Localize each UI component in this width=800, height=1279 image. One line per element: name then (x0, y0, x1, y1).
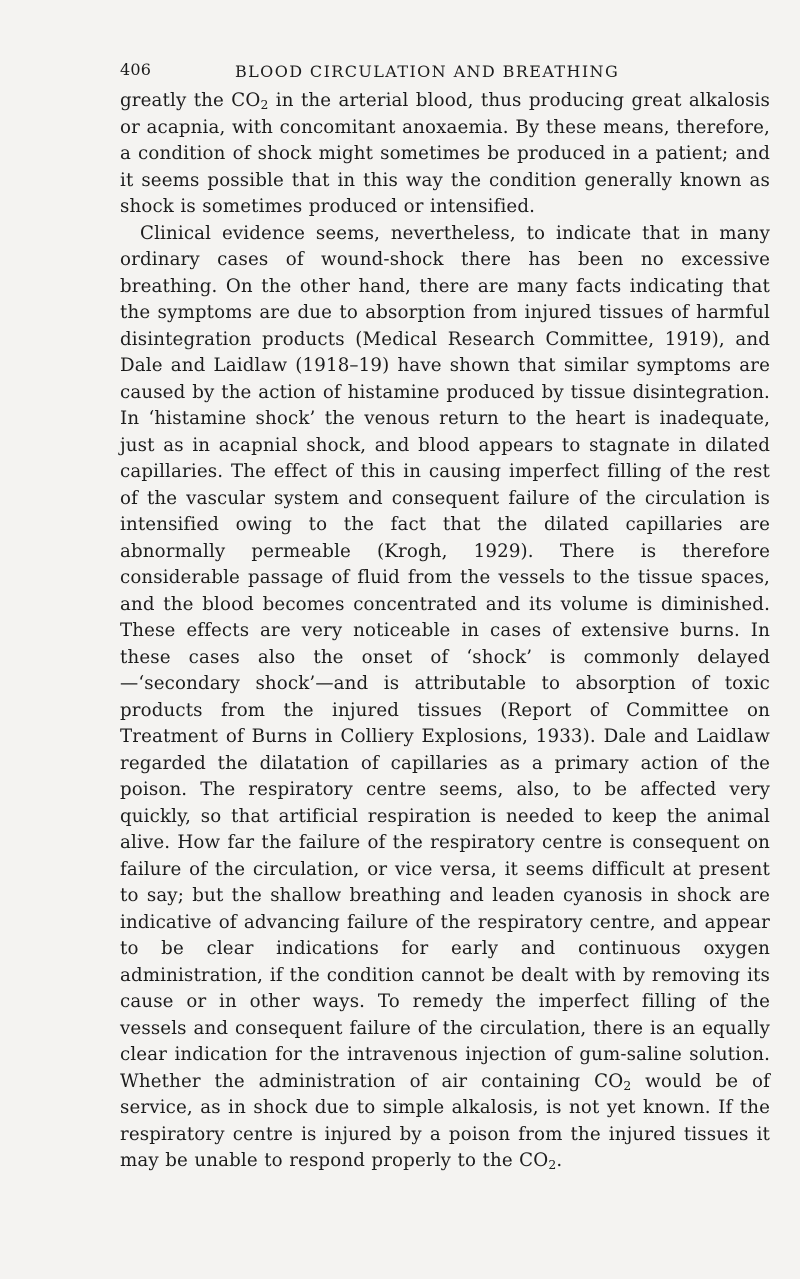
running-head: BLOOD CIRCULATION AND BREATHING (235, 62, 620, 81)
paragraph-2-text-2: would be of service, as in shock due to simple alkalosis, is not yet known. If the respiratory centre is injured by a poison from the injured tissues it may be unable to respond properly to the CO (120, 1070, 771, 1171)
co2-subscript: 2 (260, 98, 269, 113)
co2-subscript: 2 (623, 1078, 632, 1093)
paragraph-1-text-1: greatly the CO (120, 90, 261, 111)
paragraph-2-text-3: . (556, 1150, 563, 1171)
co2-subscript: 2 (548, 1158, 557, 1173)
paragraph-2 (120, 221, 770, 1175)
page-number: 406 (120, 60, 152, 79)
paragraph-2-text-1: Clinical evidence seems, nevertheless, to indicate that in many ordinary cases of wound-shock there has been no excessive breathing. On the other hand, there are many facts indicating that the symptoms are due to absorption from injured tissues of harmful disintegration products (Medical Research Committee, 1919), and Dale and Laidlaw (1918–19) have shown that similar symptoms are caused by the action of histamine produced by tissue disintegration. In ‘histamine shock’ the venous return to the heart is inadequate, just as in acapnial shock, and blood appears to stagnate in dilated capillaries. The effect of this in causing imperfect filling of the rest of the vascular system and consequent failure of the circulation is intensified owing to the fact that the dilated capillaries are abnormally permeable (Krogh, 1929). There is therefore considerable passage of fluid from the vessels to the tissue spaces, and the blood becomes concentrated and its volume is diminished. These effects are very noticeable in cases of extensive burns. In these cases also the onset of ‘shock’ is commonly delayed—‘secondary shock’—and is attributable to absorption of toxic products from the injured tissues (Report of Committee on Treatment of Burns in Colliery Explosions, 1933). Dale and Laidlaw regarded the dilatation of capillaries as a primary action of the poison. The respiratory centre seems, also, to be affected very quickly, so that artificial respiration is needed to keep the animal alive. How far the failure of the respiratory centre is consequent on failure of the circulation, or vice versa, it seems difficult at present to say; but the shallow breathing and leaden cyanosis in shock are indicative of advancing failure of the respiratory centre, and appear to be clear indications for early and continuous oxygen administration, if the condition cannot be dealt with by removing its cause or in other ways. To remedy the imperfect filling of the vessels and consequent failure of the circulation, there is an equally clear indication for the intravenous injection of gum-saline solution. Whether the administration of air containing CO (120, 222, 770, 1092)
paragraph-1 (120, 88, 770, 221)
page-header (120, 60, 660, 90)
paragraph-1-text-2: in the arterial blood, thus producing great alkalosis or acapnia, with concomitant anoxaemia. By these means, therefore, a condition of shock might sometimes be produced in a patient; and it seems possible that in this way the condition generally known as shock is sometimes produced or intensified. (120, 90, 771, 217)
body-text (120, 88, 770, 1175)
